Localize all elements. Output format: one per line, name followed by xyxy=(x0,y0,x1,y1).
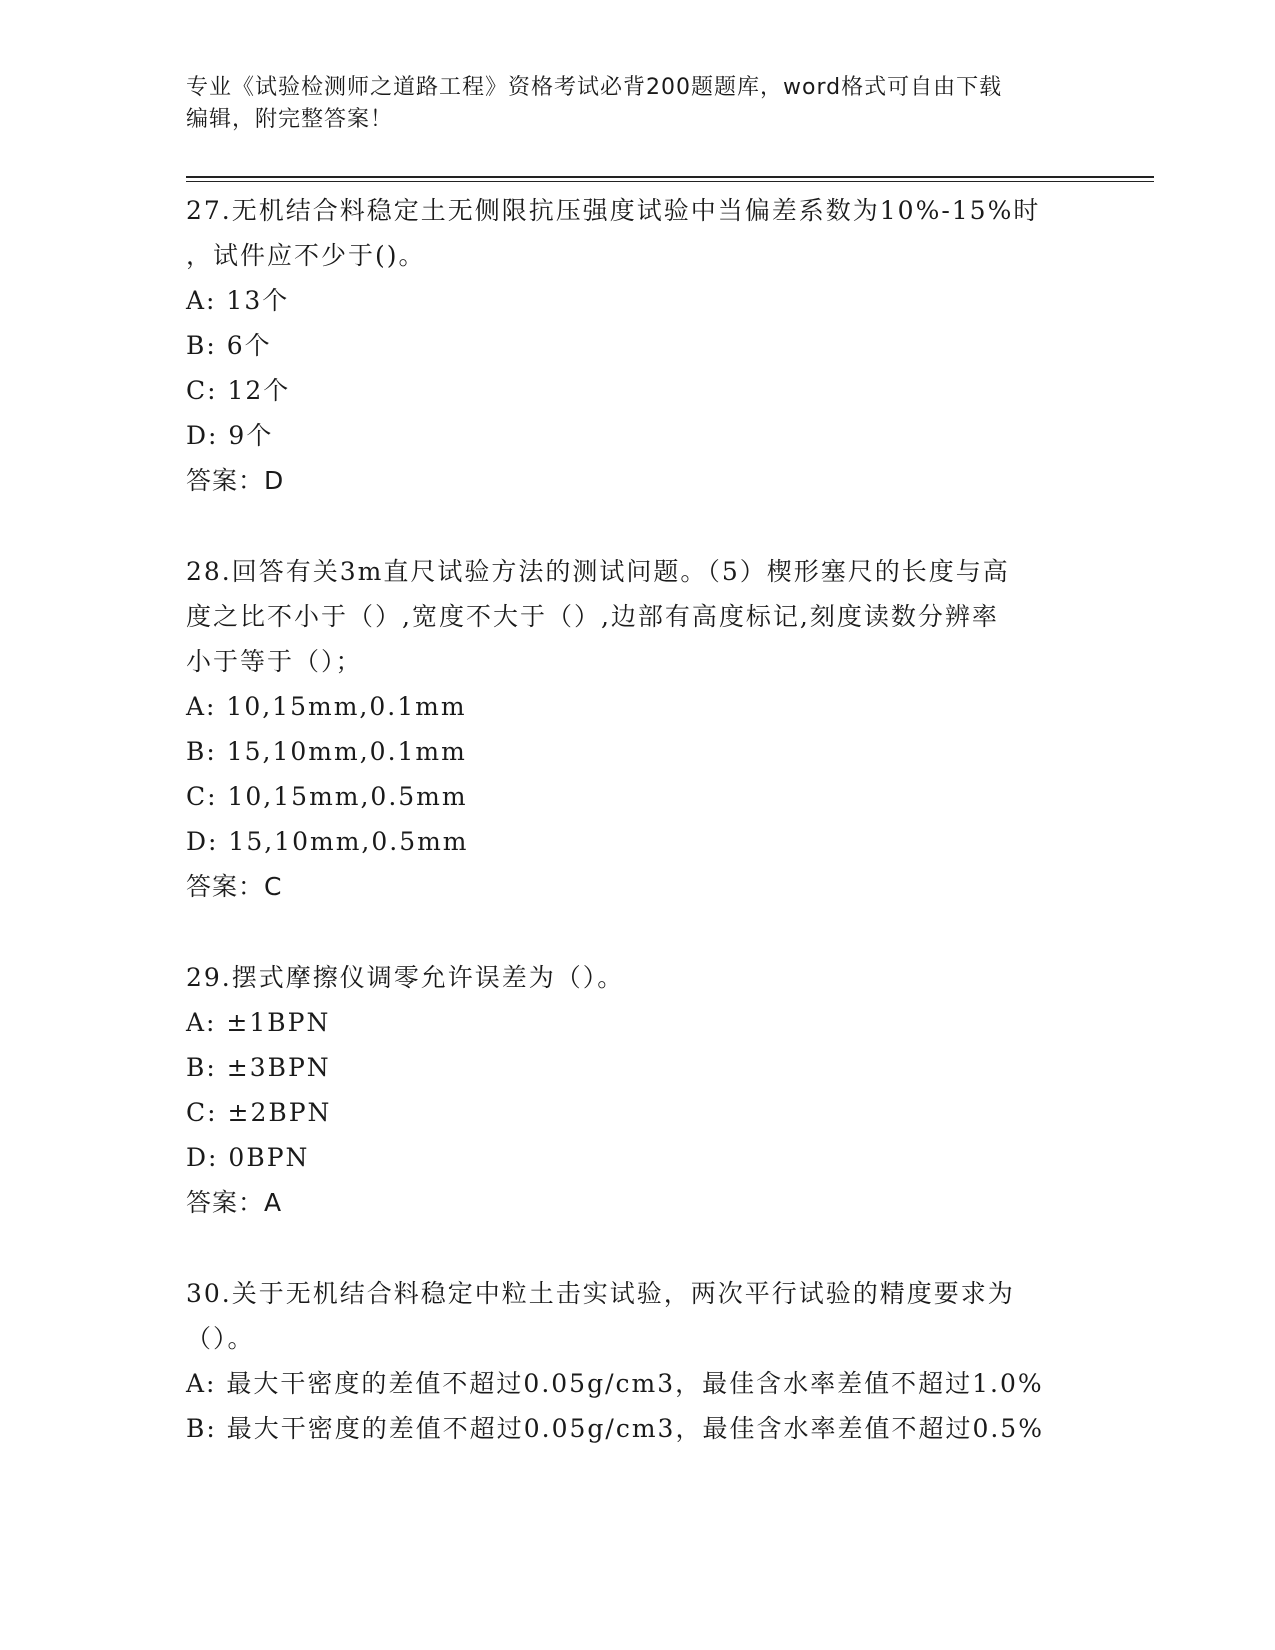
document-header xyxy=(186,72,1086,136)
option-d: D: 0BPN xyxy=(186,1143,310,1172)
question-stem-line: 30.关于无机结合料稳定中粒土击实试验，两次平行试验的精度要求为 xyxy=(186,1279,1015,1308)
option-c: C: 10,15mm,0.5mm xyxy=(186,782,468,811)
question-spacer xyxy=(186,909,1086,955)
question-stem-line: 小于等于（）； xyxy=(186,647,363,676)
option-b: B: 最大干密度的差值不超过0.05g/cm3，最佳含水率差值不超过0.5% xyxy=(186,1414,1044,1443)
option-c: C: ±2BPN xyxy=(186,1098,332,1127)
question-spacer xyxy=(186,1225,1086,1271)
option-c: C: 12个 xyxy=(186,376,291,405)
question-29 xyxy=(186,955,1086,1225)
option-a: A: 13个 xyxy=(186,286,290,315)
option-a: A: 10,15mm,0.1mm xyxy=(186,692,467,721)
option-d: D: 9个 xyxy=(186,421,274,450)
question-spacer xyxy=(186,503,1086,549)
option-d: D: 15,10mm,0.5mm xyxy=(186,827,469,856)
question-stem-line: 28.回答有关3m直尺试验方法的测试问题。（5）楔形塞尺的长度与高 xyxy=(186,557,1010,586)
answer: 答案：D xyxy=(186,466,285,495)
header-line-2: 编辑，附完整答案！ xyxy=(186,107,394,132)
option-b: B: ±3BPN xyxy=(186,1053,331,1082)
question-stem-line: ，试件应不少于()。 xyxy=(186,241,426,270)
question-27 xyxy=(186,188,1086,503)
question-30 xyxy=(186,1271,1086,1451)
option-b: B: 6个 xyxy=(186,331,272,360)
answer: 答案：A xyxy=(186,1188,283,1217)
header-divider-thin xyxy=(186,181,1154,182)
option-a: A: ±1BPN xyxy=(186,1008,331,1037)
option-a: A: 最大干密度的差值不超过0.05g/cm3，最佳含水率差值不超过1.0% xyxy=(186,1369,1044,1398)
option-b: B: 15,10mm,0.1mm xyxy=(186,737,467,766)
question-stem-line: （）。 xyxy=(186,1324,255,1353)
question-stem-line: 度之比不小于（）,宽度不大于（）,边部有高度标记,刻度读数分辨率 xyxy=(186,602,999,631)
question-stem-line: 29.摆式摩擦仪调零允许误差为（）。 xyxy=(186,963,625,992)
header-line-1: 专业《试验检测师之道路工程》资格考试必背200题题库，word格式可自由下载 xyxy=(186,75,1003,100)
question-28 xyxy=(186,549,1086,909)
answer: 答案：C xyxy=(186,872,283,901)
question-list xyxy=(186,188,1086,1451)
question-stem-line: 27.无机结合料稳定土无侧限抗压强度试验中当偏差系数为10%-15%时 xyxy=(186,196,1041,225)
header-divider-thick xyxy=(186,176,1154,178)
